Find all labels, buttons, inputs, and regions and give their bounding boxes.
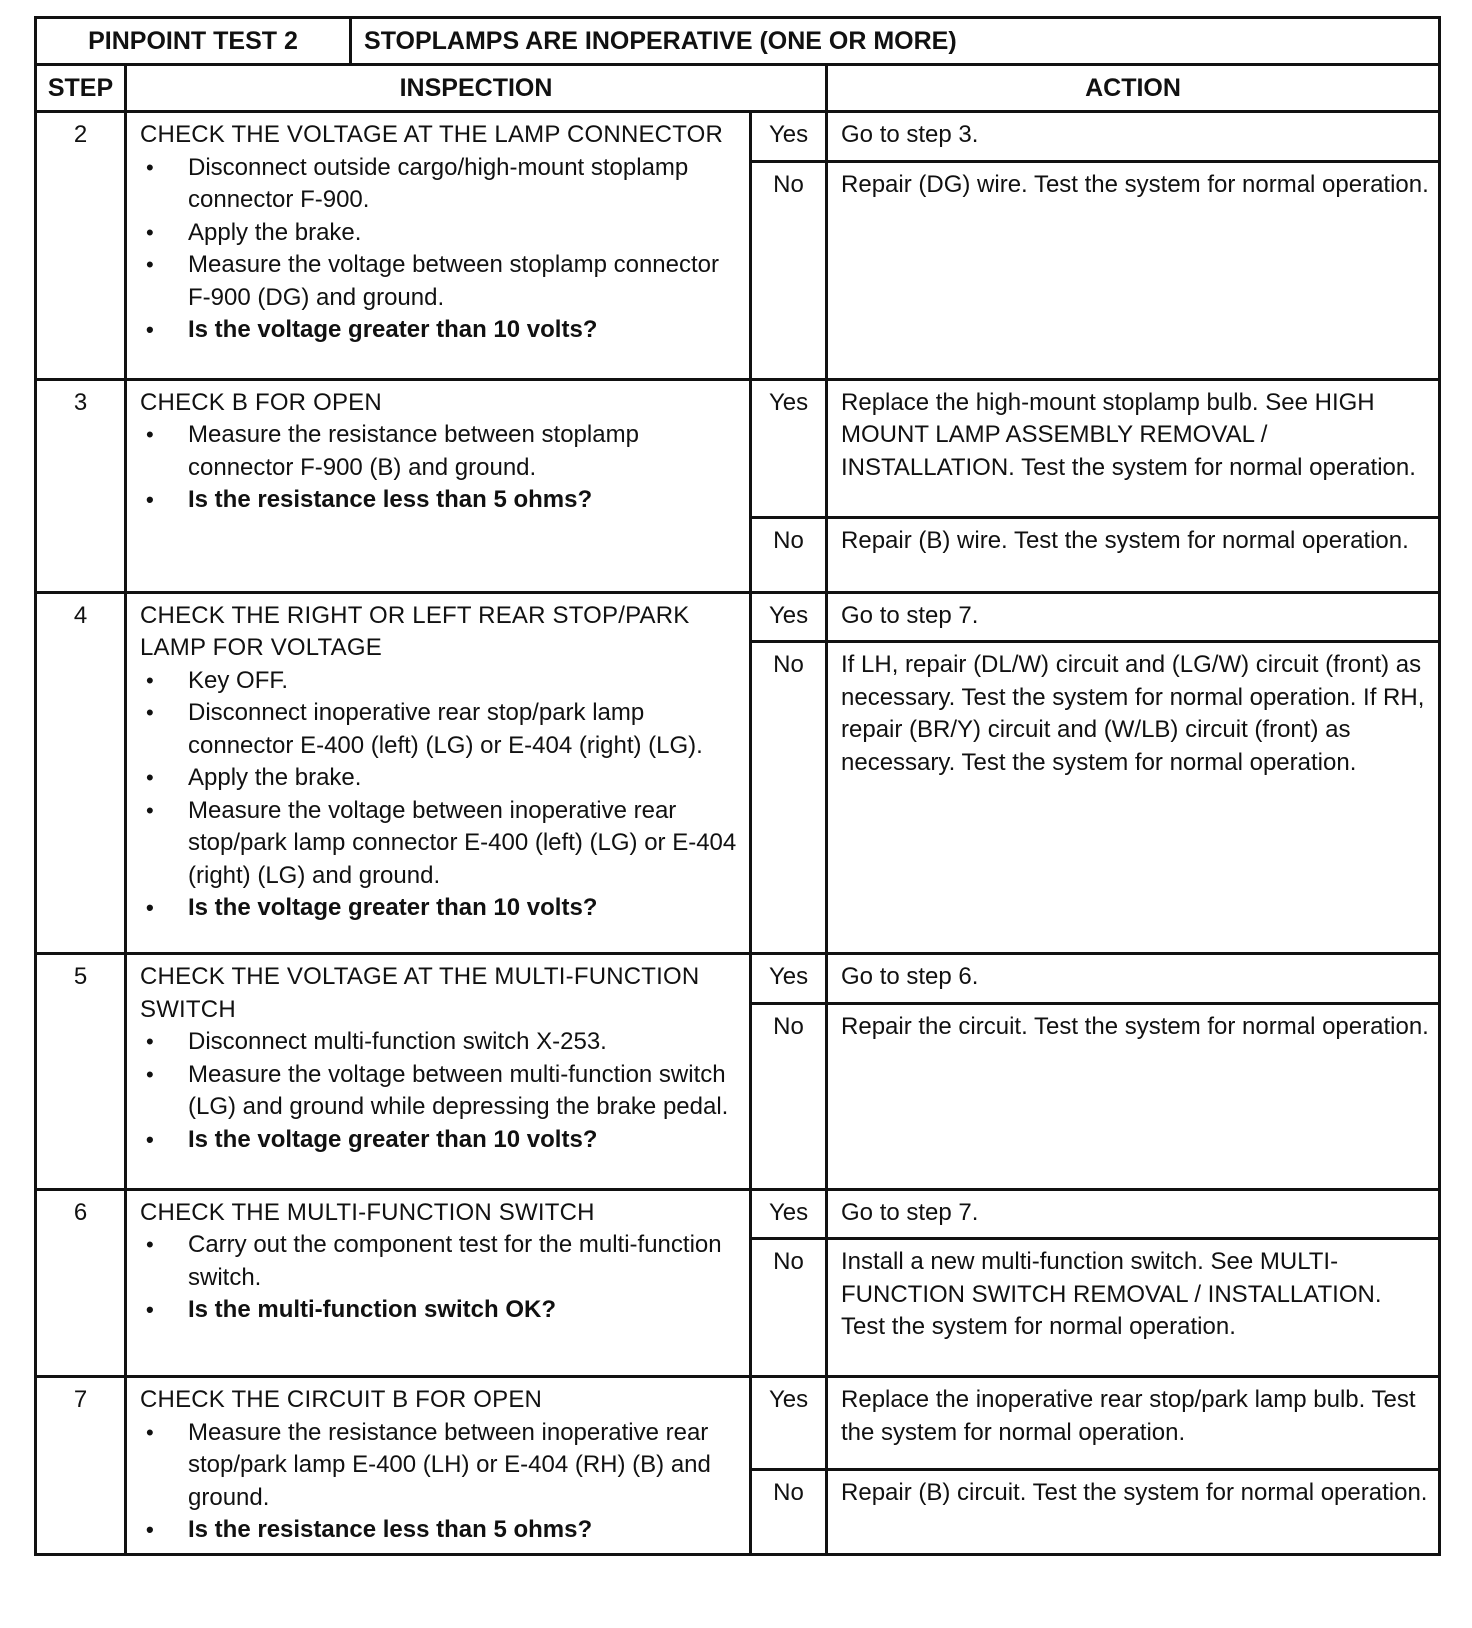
no-action: Repair the circuit. Test the system for normal operation. [827, 1003, 1440, 1189]
inspection-bullet: • Measure the voltage between multi-function switch (LG) and ground while depressing the brake pedal. [140, 1059, 741, 1124]
yes-label: Yes [751, 379, 827, 517]
inspection-bullet-list [140, 665, 741, 925]
inspection-cell [126, 954, 751, 1190]
step-row-yes [36, 592, 1440, 642]
step-number: 4 [36, 592, 126, 954]
inspection-bullet-list [140, 1417, 741, 1547]
column-header-action: ACTION [827, 65, 1440, 112]
inspection-heading: CHECK THE MULTI-FUNCTION SWITCH [140, 1198, 595, 1226]
column-header-row [36, 65, 1440, 112]
yes-label: Yes [751, 954, 827, 1004]
no-action: Repair (DG) wire. Test the system for normal operation. [827, 161, 1440, 379]
title-row [36, 18, 1440, 65]
no-label: No [751, 1239, 827, 1377]
no-label: No [751, 517, 827, 592]
step-row-yes [36, 954, 1440, 1004]
inspection-bullet: • Disconnect multi-function switch X-253. [140, 1026, 741, 1059]
step-number: 5 [36, 954, 126, 1190]
yes-action: Go to step 7. [827, 592, 1440, 642]
yes-action: Replace the inoperative rear stop/park lamp bulb. Test the system for normal operation. [827, 1377, 1440, 1470]
inspection-cell [126, 1189, 751, 1377]
no-action: If LH, repair (DL/W) circuit and (LG/W) circuit (front) as necessary. Test the system for normal operation. If RH, repair (BR/Y) circuit and (W/LB) circuit (front) as necessary. Test the system for normal operation. [827, 642, 1440, 954]
inspection-heading: CHECK B FOR OPEN [140, 388, 382, 416]
inspection-question: • Is the multi-function switch OK? [140, 1294, 741, 1327]
yes-action: Go to step 7. [827, 1189, 1440, 1239]
inspection-bullet: • Disconnect outside cargo/high-mount stoplamp connector F-900. [140, 152, 741, 217]
inspection-bullet: • Measure the voltage between stoplamp connector F-900 (DG) and ground. [140, 249, 741, 314]
inspection-heading: CHECK THE VOLTAGE AT THE MULTI-FUNCTION SWITCH [140, 963, 700, 1023]
step-row-yes [36, 1189, 1440, 1239]
inspection-cell [126, 1377, 751, 1555]
step-row-yes [36, 112, 1440, 162]
inspection-bullet-list [140, 152, 741, 347]
inspection-bullet: • Measure the resistance between inoperative rear stop/park lamp E-400 (LH) or E-404 (RH) (B) and ground. [140, 1417, 741, 1515]
inspection-bullet-list [140, 1229, 741, 1327]
inspection-bullet: • Carry out the component test for the multi-function switch. [140, 1229, 741, 1294]
inspection-question: • Is the resistance less than 5 ohms? [140, 484, 741, 517]
step-row-yes [36, 1377, 1440, 1470]
inspection-question: • Is the voltage greater than 10 volts? [140, 892, 741, 925]
yes-action: Go to step 3. [827, 112, 1440, 162]
yes-action: Go to step 6. [827, 954, 1440, 1004]
no-action: Repair (B) wire. Test the system for normal operation. [827, 517, 1440, 592]
column-header-inspection: INSPECTION [126, 65, 827, 112]
inspection-cell [126, 112, 751, 380]
inspection-bullet: • Measure the resistance between stoplamp connector F-900 (B) and ground. [140, 419, 741, 484]
inspection-cell [126, 592, 751, 954]
step-number: 7 [36, 1377, 126, 1555]
no-action: Repair (B) circuit. Test the system for normal operation. [827, 1469, 1440, 1554]
yes-label: Yes [751, 1189, 827, 1239]
step-number: 6 [36, 1189, 126, 1377]
inspection-bullet: • Apply the brake. [140, 762, 741, 795]
inspection-bullet-list [140, 1026, 741, 1156]
inspection-bullet: • Key OFF. [140, 665, 741, 698]
no-label: No [751, 642, 827, 954]
no-label: No [751, 1469, 827, 1554]
no-label: No [751, 161, 827, 379]
yes-label: Yes [751, 592, 827, 642]
pinpoint-test-table [34, 16, 1441, 1556]
step-row-yes [36, 379, 1440, 517]
test-label: PINPOINT TEST 2 [36, 18, 351, 65]
inspection-bullet: • Measure the voltage between inoperative rear stop/park lamp connector E-400 (left) (LG) or E-404 (right) (LG) and ground. [140, 795, 741, 893]
no-action: Install a new multi-function switch. See MULTI-FUNCTION SWITCH REMOVAL / INSTALLATION. Test the system for normal operation. [827, 1239, 1440, 1377]
inspection-heading: CHECK THE CIRCUIT B FOR OPEN [140, 1386, 543, 1413]
inspection-cell [126, 379, 751, 592]
yes-label: Yes [751, 112, 827, 162]
pinpoint-test-sheet [34, 16, 1438, 1556]
inspection-bullet-list [140, 419, 741, 517]
yes-action: Replace the high-mount stoplamp bulb. See HIGH MOUNT LAMP ASSEMBLY REMOVAL / INSTALLATION. Test the system for normal operation. [827, 379, 1440, 517]
inspection-bullet: • Apply the brake. [140, 217, 741, 250]
inspection-heading: CHECK THE VOLTAGE AT THE LAMP CONNECTOR [140, 121, 724, 148]
inspection-question: • Is the voltage greater than 10 volts? [140, 1124, 741, 1157]
test-title: STOPLAMPS ARE INOPERATIVE (ONE OR MORE) [351, 18, 1440, 65]
inspection-question: • Is the voltage greater than 10 volts? [140, 314, 741, 347]
inspection-heading: CHECK THE RIGHT OR LEFT REAR STOP/PARK LAMP FOR VOLTAGE [140, 601, 690, 661]
step-number: 2 [36, 112, 126, 380]
inspection-question: • Is the resistance less than 5 ohms? [140, 1514, 741, 1547]
yes-label: Yes [751, 1377, 827, 1470]
no-label: No [751, 1003, 827, 1189]
inspection-bullet: • Disconnect inoperative rear stop/park lamp connector E-400 (left) (LG) or E-404 (right) (LG). [140, 697, 741, 762]
column-header-step: STEP [36, 65, 126, 112]
step-number: 3 [36, 379, 126, 592]
